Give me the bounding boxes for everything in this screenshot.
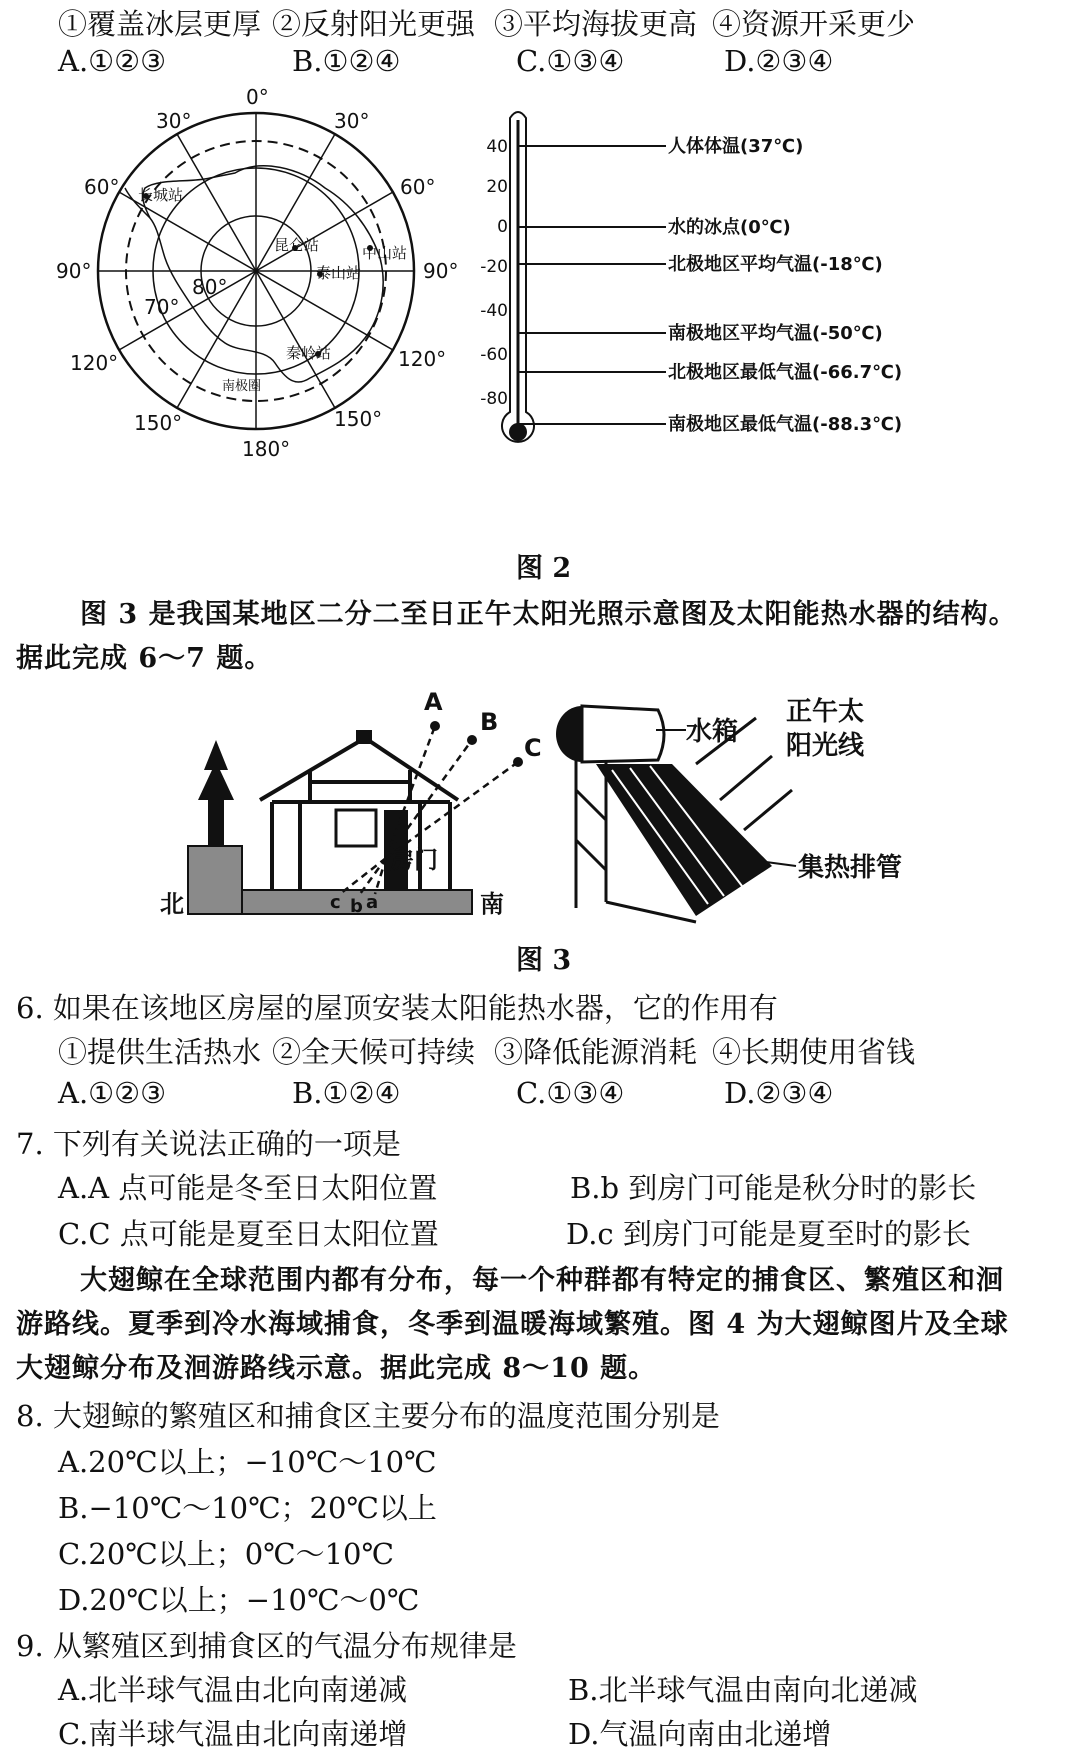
thermometer-label: 北极地区最低气温(-66.7℃) (668, 362, 903, 383)
water-tank-label: 水箱 (686, 717, 739, 747)
house-sunlight-diagram (160, 690, 550, 930)
intro-fig4-line3: 大翅鲸分布及洄游路线示意。据此完成 8～10 题。 (16, 1353, 657, 1384)
longitude-label: 0° (246, 85, 269, 109)
ground-point-c-label: c (330, 892, 341, 913)
south-label: 南 (480, 890, 504, 918)
sun-point-a-label: A (424, 690, 443, 716)
q5-statement-4: ④资源开采更少 (712, 7, 916, 41)
antarctica-polar-map (50, 78, 470, 468)
thermometer-label: 南极地区最低气温(-88.3℃) (668, 414, 903, 435)
thermometer-tick: 20 (486, 177, 508, 197)
sunlight-label-line2: 阳光线 (786, 731, 865, 761)
figure-3-caption: 图 3 (516, 945, 572, 976)
longitude-label: 90° (56, 259, 92, 283)
solar-water-heater-diagram (546, 690, 956, 930)
latitude-label: 80° (192, 275, 228, 299)
thermometer-tick: -40 (480, 301, 508, 321)
q9-option-c: C.南半球气温由北向南递增 (58, 1717, 408, 1751)
thermometer-diagram (478, 106, 938, 466)
q9-option-d: D.气温向南由北递增 (568, 1717, 832, 1751)
q8-stem: 8. 大翅鲸的繁殖区和捕食区主要分布的温度范围分别是 (16, 1399, 720, 1433)
q9-option-a: A.北半球气温由北向南递减 (58, 1673, 408, 1707)
longitude-label: 120° (70, 351, 119, 375)
longitude-label: 150° (334, 407, 383, 431)
q7-option-c: C.C 点可能是夏至日太阳位置 (58, 1217, 439, 1251)
q6-statement-2: ②全天候可持续 (272, 1035, 476, 1069)
station-label: 长城站 (138, 186, 184, 204)
q9-option-b: B.北半球气温由南向北递减 (568, 1673, 918, 1707)
q7-option-a: A.A 点可能是冬至日太阳位置 (58, 1171, 438, 1205)
sun-point-b-label: B (480, 708, 499, 736)
sun-point-c-label: C (524, 734, 542, 762)
q5-statement-2: ②反射阳光更强 (272, 7, 476, 41)
intro-fig4-line1: 大翅鲸在全球范围内都有分布，每一个种群都有特定的捕食区、繁殖区和洄 (80, 1265, 1004, 1296)
q6-statement-1: ①提供生活热水 (58, 1035, 262, 1069)
thermometer-tick: 40 (486, 137, 508, 157)
collector-pipe-label: 集热排管 (798, 853, 903, 883)
q8-option-c: C.20℃以上；0℃～10℃ (58, 1537, 394, 1571)
longitude-label: 150° (134, 411, 183, 435)
q6-option-a: A.①②③ (58, 1076, 167, 1110)
thermometer-label: 人体体温(37℃) (668, 136, 804, 157)
q6-option-c: C.①③④ (516, 1076, 625, 1110)
thermometer-label: 南极地区平均气温(-50℃) (668, 323, 883, 344)
ground-point-a-label: a (366, 892, 379, 913)
q8-option-b: B.−10℃～10℃；20℃以上 (58, 1491, 437, 1525)
q6-statement-3: ③降低能源消耗 (494, 1035, 698, 1069)
q9-stem: 9. 从繁殖区到捕食区的气温分布规律是 (16, 1629, 517, 1663)
antarctic-circle-label: 南极圈 (222, 379, 262, 394)
longitude-label: 30° (156, 109, 192, 133)
sunlight-label-line1: 正午太 (786, 697, 865, 727)
north-label: 北 (160, 890, 184, 918)
q5-option-c: C.①③④ (516, 44, 625, 78)
thermometer-tick: -80 (480, 389, 508, 409)
q5-option-d: D.②③④ (724, 44, 834, 78)
q6-statement-4: ④长期使用省钱 (712, 1035, 916, 1069)
thermometer-tick: -20 (480, 257, 508, 277)
q8-option-d: D.20℃以上；−10℃～0℃ (58, 1583, 420, 1617)
q6-stem: 6. 如果在该地区房屋的屋顶安装太阳能热水器，它的作用有 (16, 991, 778, 1025)
q7-option-d: D.c 到房门可能是夏至时的影长 (566, 1217, 971, 1251)
thermometer-label: 水的冰点(0℃) (668, 217, 791, 238)
q5-option-a: A.①②③ (58, 44, 167, 78)
latitude-label: 70° (144, 295, 180, 319)
station-label: 泰山站 (316, 264, 362, 282)
ground-point-b-label: b (350, 896, 363, 917)
station-label: 昆仑站 (274, 236, 320, 254)
q5-statement-3: ③平均海拔更高 (494, 7, 698, 41)
longitude-label: 60° (84, 175, 120, 199)
station-label: 秦岭站 (286, 344, 332, 362)
longitude-label: 30° (334, 109, 370, 133)
intro-fig3-line2: 据此完成 6～7 题。 (16, 643, 273, 674)
q5-statement-1: ①覆盖冰层更厚 (58, 7, 262, 41)
station-label: 中山站 (362, 244, 408, 262)
q8-option-a: A.20℃以上；−10℃～10℃ (58, 1445, 437, 1479)
longitude-label: 60° (400, 175, 436, 199)
q7-stem: 7. 下列有关说法正确的一项是 (16, 1127, 401, 1161)
q5-option-b: B.①②④ (292, 44, 401, 78)
thermometer-tick: -60 (480, 345, 508, 365)
q6-option-b: B.①②④ (292, 1076, 401, 1110)
intro-fig3-line1: 图 3 是我国某地区二分二至日正午太阳光照示意图及太阳能热水器的结构。 (80, 599, 1017, 630)
longitude-label: 120° (398, 347, 447, 371)
thermometer-label: 北极地区平均气温(-18℃) (668, 254, 883, 275)
thermometer-tick: 0 (497, 217, 508, 237)
longitude-label: 180° (242, 437, 291, 461)
intro-fig4-line2: 游路线。夏季到冷水海域捕食，冬季到温暖海域繁殖。图 4 为大翅鲸图片及全球 (16, 1309, 1009, 1340)
q7-option-b: B.b 到房门可能是秋分时的影长 (570, 1171, 977, 1205)
q6-option-d: D.②③④ (724, 1076, 834, 1110)
figure-2-caption: 图 2 (516, 553, 572, 584)
longitude-label: 90° (423, 259, 459, 283)
door-label: 房门 (390, 846, 438, 874)
